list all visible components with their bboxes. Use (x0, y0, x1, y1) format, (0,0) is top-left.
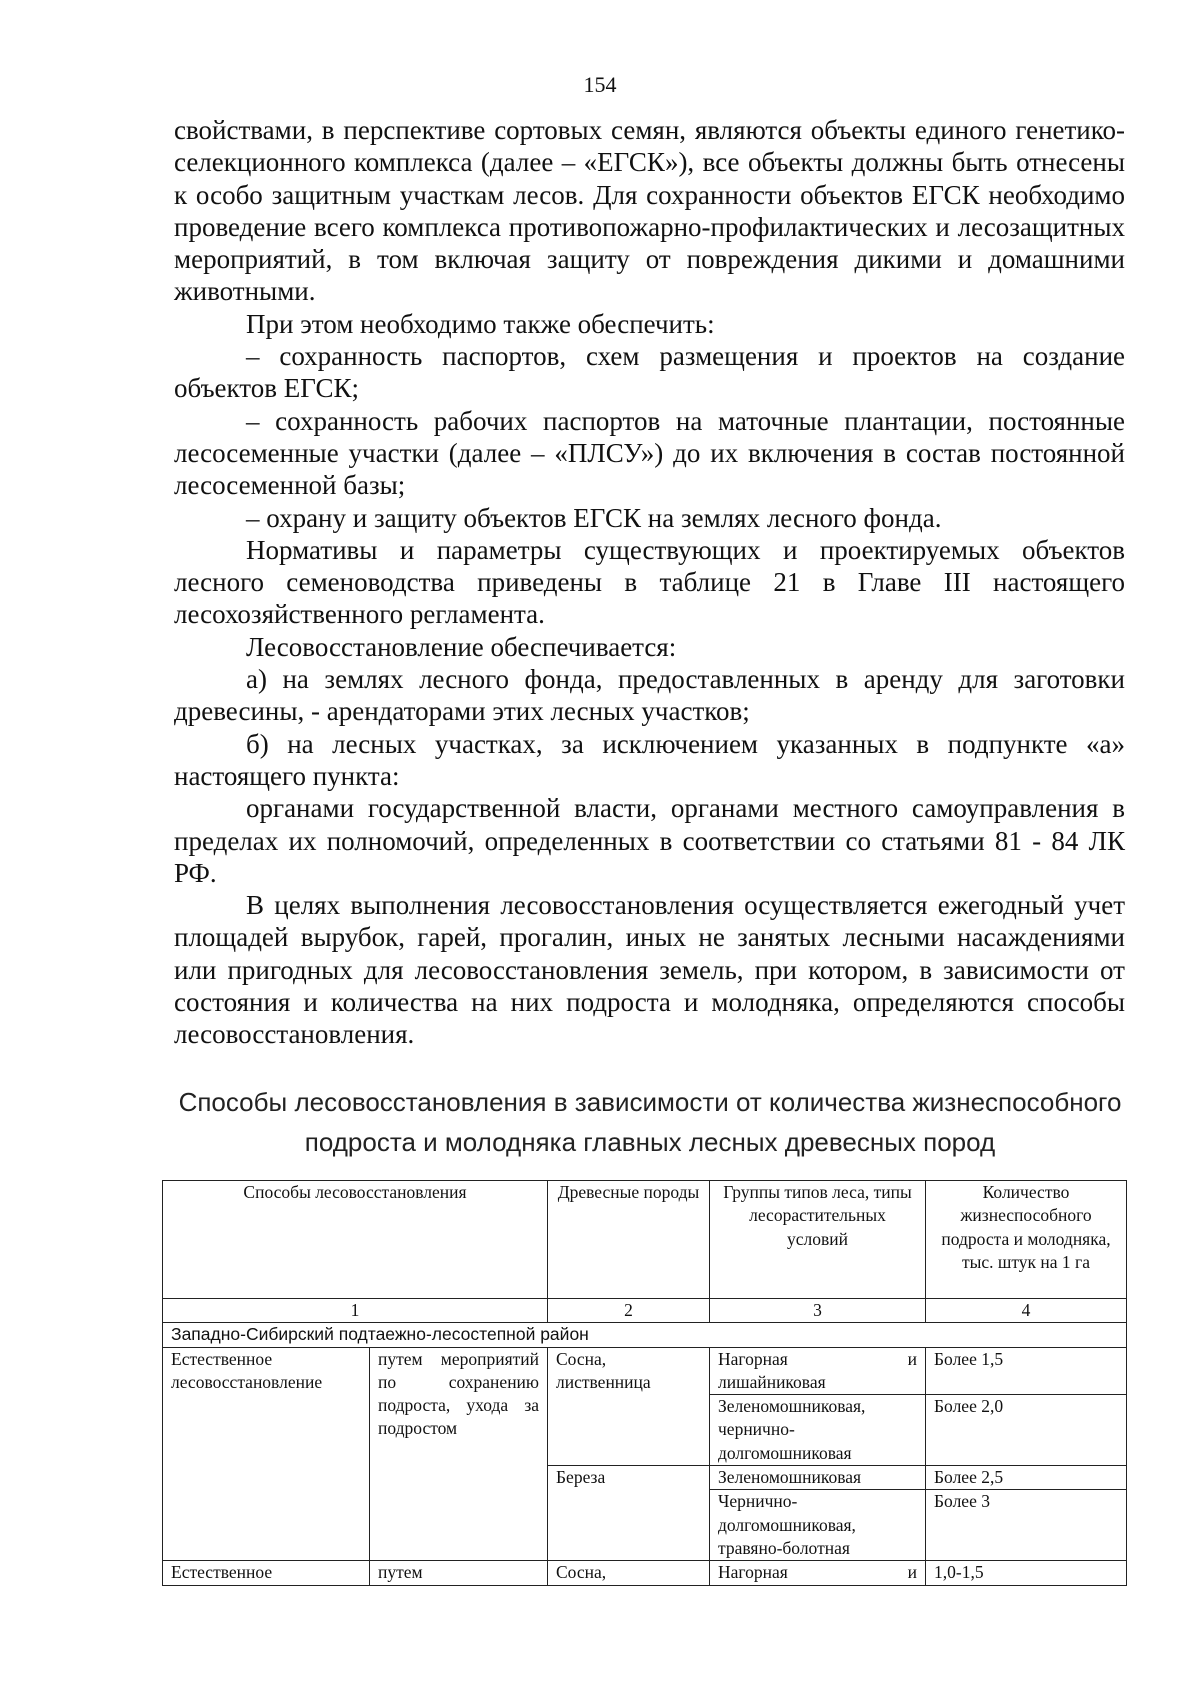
species-cell: Береза (548, 1466, 710, 1561)
column-number-row (163, 1299, 1127, 1323)
forest-type-cell: Зеленомошниковая, чернично-долгомошниковая (710, 1395, 926, 1466)
header-amount: Количество жизнеспособного подроста и молодняка, тыс. штук на 1 га (926, 1181, 1127, 1299)
species-cell: Сосна, лиственница (548, 1347, 710, 1465)
forest-type-cell: Зеленомошниковая (710, 1466, 926, 1490)
method-cell: Естественное лесовосстановление (163, 1347, 370, 1561)
amount-cell: 1,0-1,5 (926, 1561, 1127, 1585)
column-number: 1 (163, 1299, 548, 1323)
region-name: Западно-Сибирский подтаежно-лесостепной район (163, 1323, 1127, 1347)
header-forest-types: Группы типов леса, типы лесорастительных условий (710, 1181, 926, 1299)
paragraph: В целях выполнения лесовосстановления осуществляется ежегодный учет площадей вырубок, гарей, прогалин, иных не занятых лесными насаждениями или пригодных для лесовосстановления земель, при котором, в зависимости от состояния и количества на них подроста и молодняка, определяются способы лесовосстановления. (174, 890, 1125, 1050)
list-item: а) на землях лесного фонда, предоставленных в аренду для заготовки древесины, - арендаторами этих лесных участков; (174, 664, 1125, 727)
forest-type-conjunction: и (907, 1348, 917, 1369)
forest-type-text: Нагорная (718, 1562, 788, 1583)
table-row (163, 1561, 1127, 1585)
paragraph: Нормативы и параметры существующих и проектируемых объектов лесного семеноводства приведены в таблице 21 в Главе III настоящего лесохозяйственного регламента. (174, 534, 1125, 630)
list-item: – сохранность паспортов, схем размещения и проектов на создание объектов ЕГСК; (174, 341, 1125, 404)
species-cell: Сосна, (548, 1561, 710, 1585)
list-item: – сохранность рабочих паспортов на маточные плантации, постоянные лесосеменные участки (далее – «ПЛСУ») до их включения в состав постоянной лесосеменной базы; (174, 405, 1125, 501)
page-number: 154 (583, 72, 617, 97)
reforestation-table (162, 1180, 1127, 1586)
paragraph: Лесовосстановление обеспечивается: (246, 631, 677, 662)
paragraph: свойствами, в перспективе сортовых семян, являются объекты единого генетико-селекционного комплекса (далее – «ЕГСК»), все объекты должны быть отнесены к особо защитным участкам лесов. Для сохранности объектов ЕГСК необходимо проведение всего комплекса противопожарно-профилактических и лесозащитных мероприятий, в том включая защиту от повреждения дикими и домашними животными. (174, 115, 1125, 307)
amount-cell: Более 3 (926, 1490, 1127, 1561)
column-number: 4 (926, 1299, 1127, 1323)
header-methods: Способы лесовосстановления (163, 1181, 548, 1299)
forest-type-text: лишайниковая (718, 1371, 826, 1392)
list-item: – охрану и защиту объектов ЕГСК на землях лесного фонда. (246, 502, 942, 533)
forest-type-cell: Чернично-долгомошниковая, травяно-болотная (710, 1490, 926, 1561)
list-item: б) на лесных участках, за исключением указанных в подпункте «а» настоящего пункта: (174, 728, 1125, 791)
measure-cell: путем (370, 1561, 548, 1585)
method-cell: Естественное (163, 1561, 370, 1585)
column-number: 2 (548, 1299, 710, 1323)
paragraph: органами государственной власти, органами местного самоуправления в пределах их полномочий, определенных в соответствии со статьями 81 - 84 ЛК РФ. (174, 793, 1125, 888)
forest-type-cell (710, 1347, 926, 1395)
amount-cell: Более 2,0 (926, 1395, 1127, 1466)
forest-type-conjunction: и (907, 1562, 917, 1583)
measure-cell: путем мероприятий по сохранению подроста, ухода за подростом (370, 1347, 548, 1561)
column-number: 3 (710, 1299, 926, 1323)
forest-type-cell (710, 1561, 926, 1585)
amount-cell: Более 1,5 (926, 1347, 1127, 1395)
body-text (174, 114, 1125, 1051)
table-row (163, 1347, 1127, 1395)
table-header-row (163, 1181, 1127, 1299)
paragraph: При этом необходимо также обеспечить: (246, 308, 715, 339)
amount-cell: Более 2,5 (926, 1466, 1127, 1490)
region-row (163, 1323, 1127, 1347)
header-species: Древесные породы (548, 1181, 710, 1299)
table-title: Способы лесовосстановления в зависимости от количества жизнеспособного подроста и молодняка главных лесных древесных пород (178, 1087, 1122, 1157)
forest-type-text: Нагорная (718, 1348, 788, 1369)
